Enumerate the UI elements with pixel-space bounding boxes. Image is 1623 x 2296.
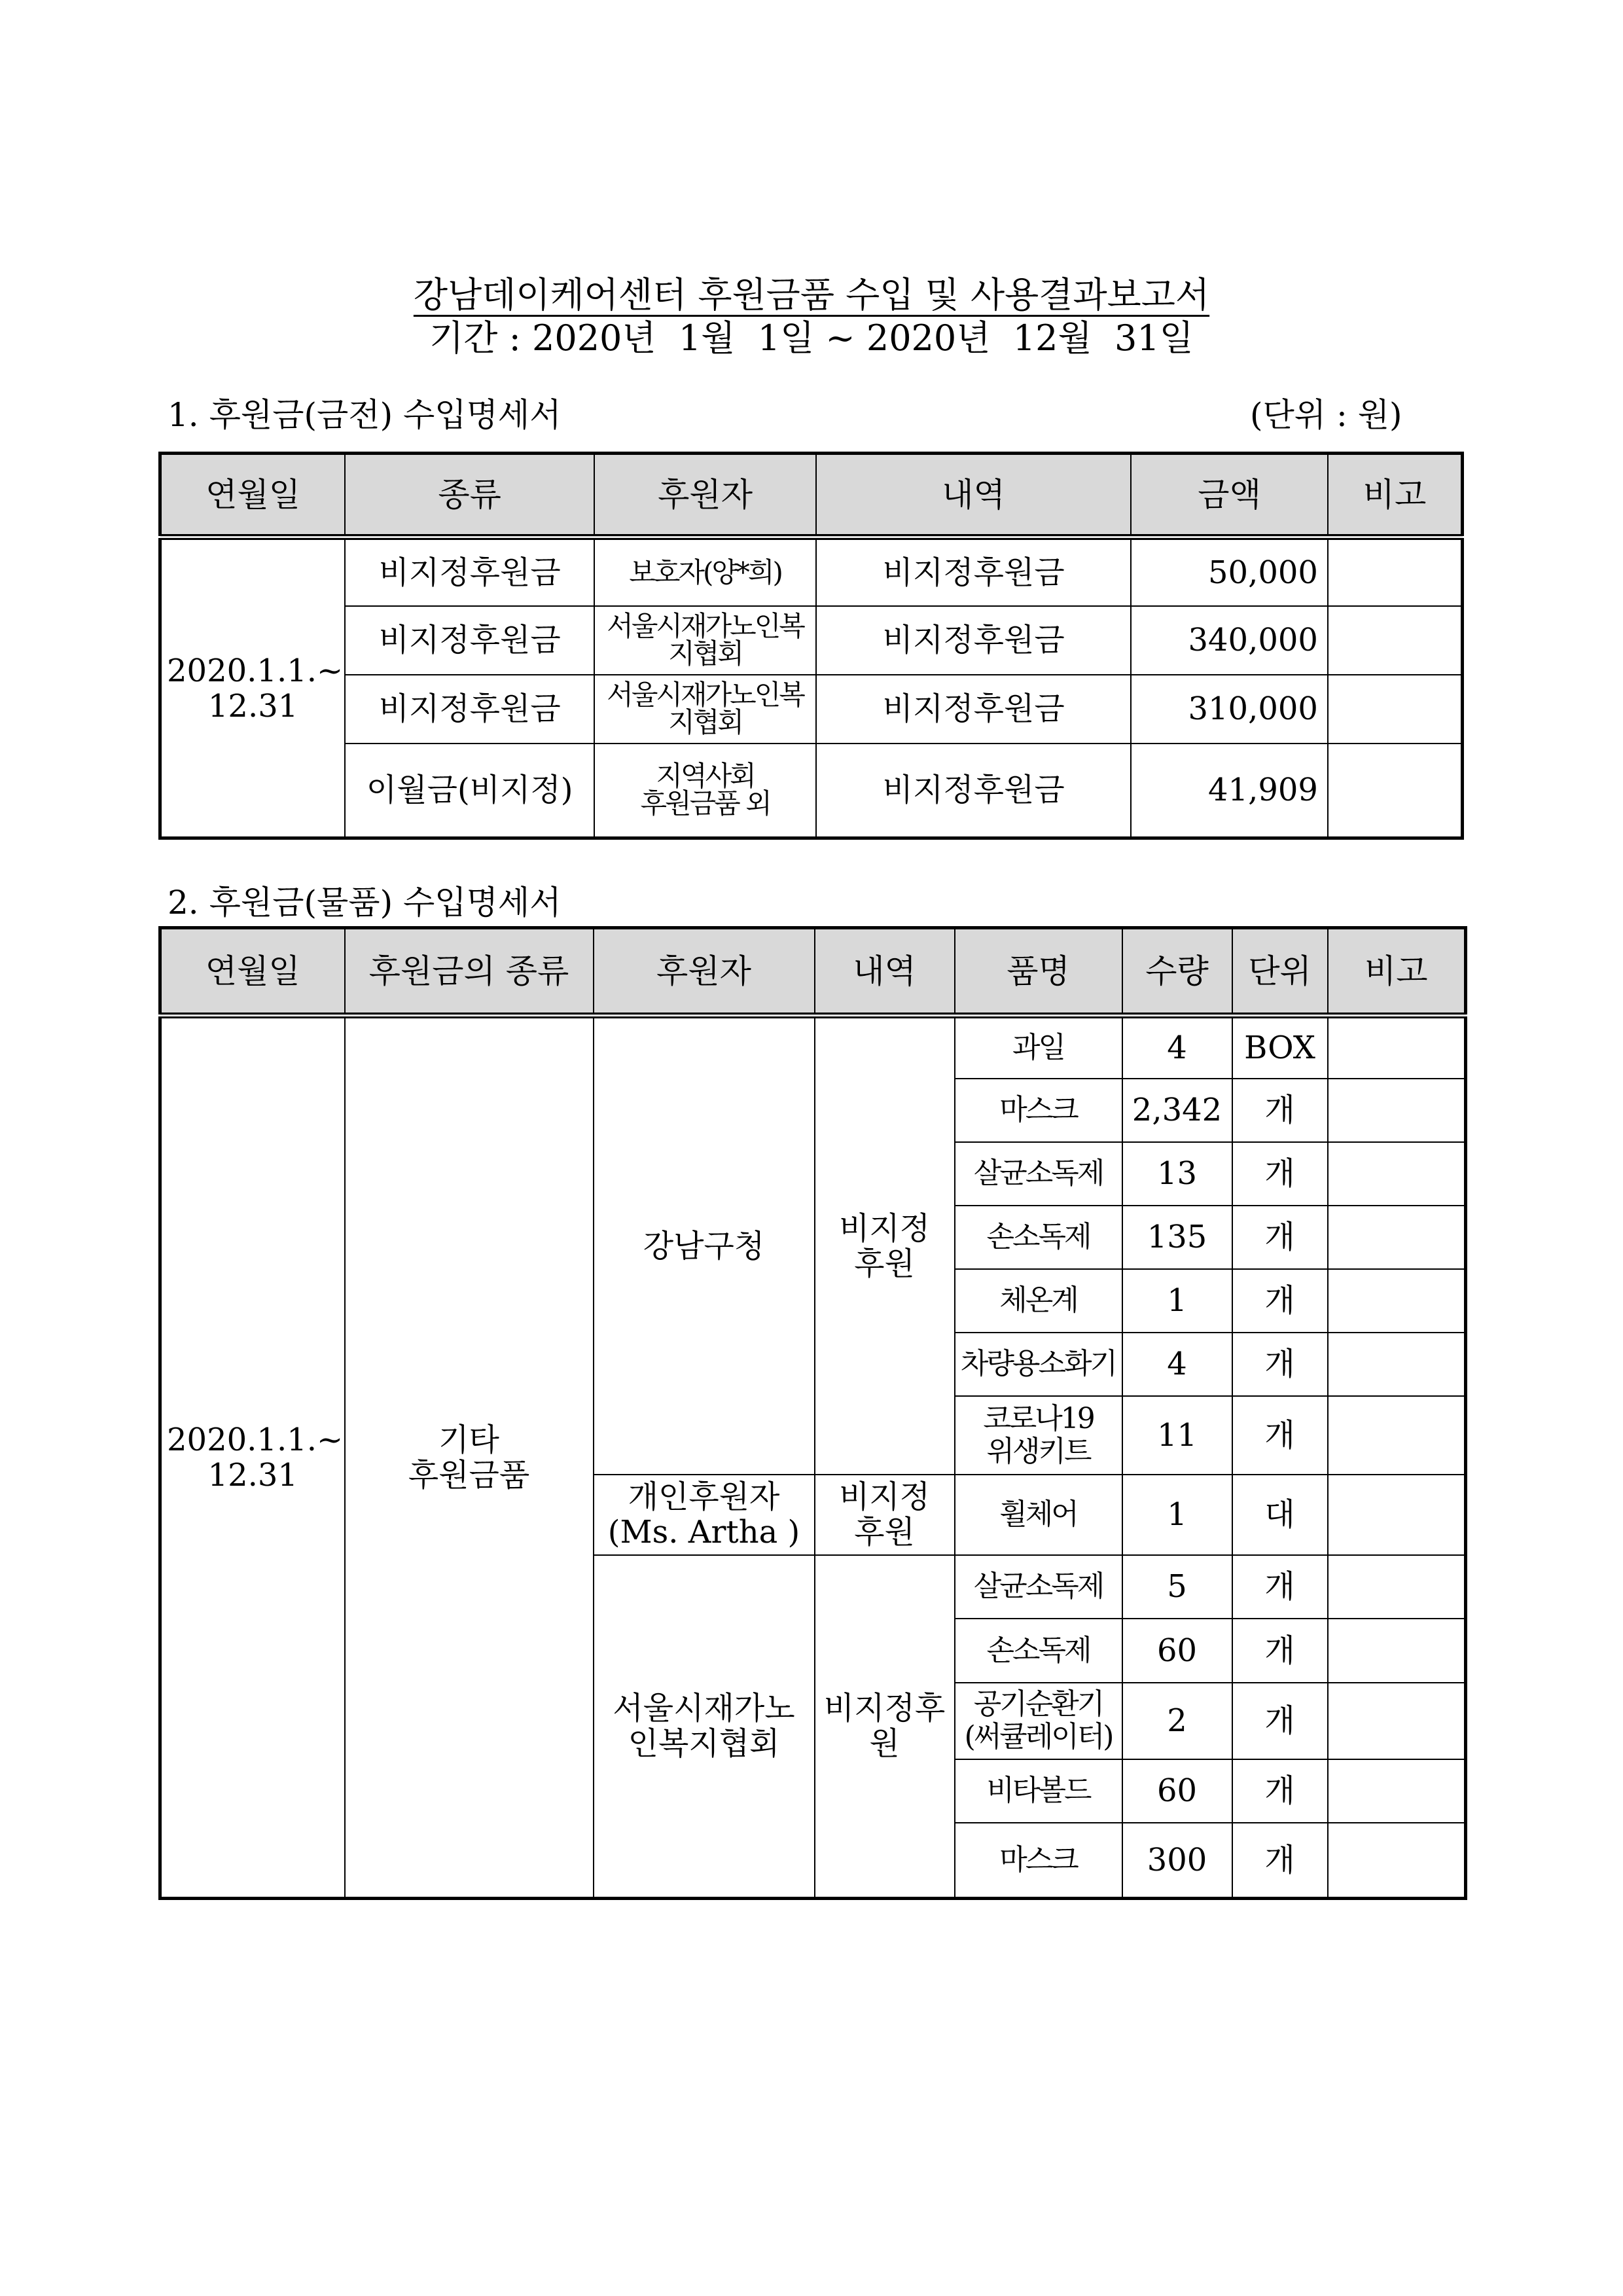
unit-cell: 개 xyxy=(1232,1683,1328,1759)
col-header: 후원자 xyxy=(594,928,815,1016)
table-row xyxy=(160,606,1463,675)
note-cell xyxy=(1328,1759,1466,1823)
unit-cell: 개 xyxy=(1232,1396,1328,1475)
donor-cell: 강남구청 xyxy=(594,1016,815,1475)
detail-cell: 비지정후 원 xyxy=(815,1555,955,1899)
detail-cell: 비지정후원금 xyxy=(816,675,1131,744)
item-name-cell: 차량용소화기 xyxy=(955,1333,1122,1396)
item-name-cell: 휠체어 xyxy=(955,1475,1122,1555)
col-header: 후원자 xyxy=(594,454,816,537)
cash-table-header-row xyxy=(160,454,1463,537)
donor-cell: 개인후원자 (Ms. Artha ) xyxy=(594,1475,815,1555)
section2-heading: 2. 후원금(물품) 수입명세서 xyxy=(168,884,562,922)
note-cell xyxy=(1328,1683,1466,1759)
note-cell xyxy=(1328,537,1463,606)
donor-cell: 지역사회 후원금품 외 xyxy=(594,744,816,838)
note-cell xyxy=(1328,1396,1466,1475)
item-name-cell: 체온계 xyxy=(955,1269,1122,1333)
note-cell xyxy=(1328,744,1463,838)
detail-cell: 비지정후원금 xyxy=(816,744,1131,838)
col-header: 후원금의 종류 xyxy=(345,928,594,1016)
unit-cell: 개 xyxy=(1232,1333,1328,1396)
quantity-cell: 1 xyxy=(1122,1475,1232,1555)
col-header: 비고 xyxy=(1328,928,1466,1016)
type-cell: 이월금(비지정) xyxy=(345,744,594,838)
unit-note: (단위 : 원) xyxy=(1250,396,1402,434)
item-name-cell: 공기순환기 (써큘레이터) xyxy=(955,1683,1122,1759)
quantity-cell: 1 xyxy=(1122,1269,1232,1333)
table-row xyxy=(160,744,1463,838)
col-header: 종류 xyxy=(345,454,594,537)
note-cell xyxy=(1328,1823,1466,1899)
item-name-cell: 손소독제 xyxy=(955,1619,1122,1683)
note-cell xyxy=(1328,1016,1466,1079)
unit-cell: 개 xyxy=(1232,1142,1328,1206)
quantity-cell: 13 xyxy=(1122,1142,1232,1206)
note-cell xyxy=(1328,1079,1466,1142)
amount-cell: 340,000 xyxy=(1131,606,1328,675)
quantity-cell: 11 xyxy=(1122,1396,1232,1475)
quantity-cell: 2,342 xyxy=(1122,1079,1232,1142)
detail-cell: 비지정 후원 xyxy=(815,1475,955,1555)
note-cell xyxy=(1328,1475,1466,1555)
type-cell: 비지정후원금 xyxy=(345,675,594,744)
col-header: 연월일 xyxy=(160,928,345,1016)
date-cell: 2020.1.1.~ 12.31 xyxy=(160,1016,345,1899)
section1-heading: 1. 후원금(금전) 수입명세서 xyxy=(168,396,562,434)
quantity-cell: 135 xyxy=(1122,1206,1232,1269)
type-cell: 비지정후원금 xyxy=(345,606,594,675)
donor-cell: 서울시재가노 인복지협회 xyxy=(594,1555,815,1899)
report-header xyxy=(0,274,1623,360)
amount-cell: 41,909 xyxy=(1131,744,1328,838)
type-cell: 비지정후원금 xyxy=(345,537,594,606)
item-name-cell: 손소독제 xyxy=(955,1206,1122,1269)
item-name-cell: 과일 xyxy=(955,1016,1122,1079)
table-row xyxy=(160,537,1463,606)
goods-table-body xyxy=(160,1016,1466,1899)
quantity-cell: 5 xyxy=(1122,1555,1232,1619)
note-cell xyxy=(1328,1555,1466,1619)
kind-cell: 기타 후원금품 xyxy=(345,1016,594,1899)
report-period: 기간 : 2020년 1월 1일 ~ 2020년 12월 31일 xyxy=(429,317,1194,359)
donor-cell: 서울시재가노인복 지협회 xyxy=(594,606,816,675)
unit-cell: 개 xyxy=(1232,1619,1328,1683)
donor-cell: 서울시재가노인복 지협회 xyxy=(594,675,816,744)
quantity-cell: 4 xyxy=(1122,1333,1232,1396)
item-name-cell: 살균소독제 xyxy=(955,1142,1122,1206)
note-cell xyxy=(1328,1142,1466,1206)
table-row xyxy=(160,675,1463,744)
quantity-cell: 2 xyxy=(1122,1683,1232,1759)
goods-donation-table xyxy=(158,926,1467,1900)
unit-cell: BOX xyxy=(1232,1016,1328,1079)
col-header: 수량 xyxy=(1122,928,1232,1016)
detail-cell: 비지정후원금 xyxy=(816,537,1131,606)
unit-cell: 개 xyxy=(1232,1269,1328,1333)
table-row xyxy=(160,1016,1466,1079)
col-header: 비고 xyxy=(1328,454,1463,537)
detail-cell: 비지정후원금 xyxy=(816,606,1131,675)
note-cell xyxy=(1328,606,1463,675)
quantity-cell: 60 xyxy=(1122,1619,1232,1683)
note-cell xyxy=(1328,675,1463,744)
unit-cell: 대 xyxy=(1232,1475,1328,1555)
unit-cell: 개 xyxy=(1232,1079,1328,1142)
goods-table-header-row xyxy=(160,928,1466,1016)
quantity-cell: 60 xyxy=(1122,1759,1232,1823)
note-cell xyxy=(1328,1206,1466,1269)
item-name-cell: 마스크 xyxy=(955,1079,1122,1142)
cash-table-body xyxy=(160,537,1463,838)
item-name-cell: 코로나19 위생키트 xyxy=(955,1396,1122,1475)
cash-donation-table xyxy=(158,452,1464,840)
report-title: 강남데이케어센터 후원금품 수입 및 사용결과보고서 xyxy=(413,274,1210,315)
amount-cell: 50,000 xyxy=(1131,537,1328,606)
col-header: 내역 xyxy=(815,928,955,1016)
unit-cell: 개 xyxy=(1232,1555,1328,1619)
col-header: 연월일 xyxy=(160,454,346,537)
col-header: 내역 xyxy=(816,454,1131,537)
unit-cell: 개 xyxy=(1232,1206,1328,1269)
col-header: 단위 xyxy=(1232,928,1328,1016)
note-cell xyxy=(1328,1333,1466,1396)
detail-cell: 비지정 후원 xyxy=(815,1016,955,1475)
item-name-cell: 마스크 xyxy=(955,1823,1122,1899)
amount-cell: 310,000 xyxy=(1131,675,1328,744)
item-name-cell: 비타볼드 xyxy=(955,1759,1122,1823)
unit-cell: 개 xyxy=(1232,1823,1328,1899)
quantity-cell: 4 xyxy=(1122,1016,1232,1079)
item-name-cell: 살균소독제 xyxy=(955,1555,1122,1619)
quantity-cell: 300 xyxy=(1122,1823,1232,1899)
note-cell xyxy=(1328,1269,1466,1333)
date-cell: 2020.1.1.~ 12.31 xyxy=(160,537,346,838)
note-cell xyxy=(1328,1619,1466,1683)
unit-cell: 개 xyxy=(1232,1759,1328,1823)
donor-cell: 보호자(양*희) xyxy=(594,537,816,606)
col-header: 품명 xyxy=(955,928,1122,1016)
col-header: 금액 xyxy=(1131,454,1328,537)
